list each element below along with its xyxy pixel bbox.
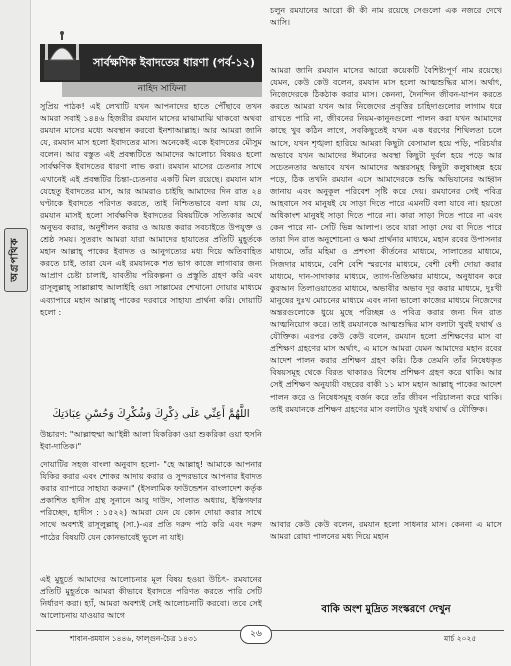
arabic-dua: اللَّهُمَّ أَعِنِّي عَلَى ذِكْرِكَ وَشُكْرِكَ وَحُسْنِ عِبَادَتِكَ (52, 408, 250, 420)
pronunciation-paragraph: উচ্চারণ: "আল্লাহুম্মা আ'ইন্নী আলা যিকরিকা ওয়া শুকরিকা ওয়া হুসনি ইবা-দাতিক।" (40, 429, 262, 452)
translation-paragraph: দোয়াটির সহজ বাংলা অনুবাদ হলো- "হে আল্লাহ্! আমাকে আপনার যিকির করার এবং শোকর আদায় করার ও সুন্দরভাবে আপনার ইবাদত করার ব্যাপারে সাহায্য করুন।" (ইসলামিক ফাউন্ডেশন বাংলাদেশ কর্তৃক প্রকাশিত হাদীস গ্রন্থ সুনানে আবু দাউদ, সালাত অধ্যায়, ইস্তিগফার পরিচ্ছেদ, হাদীস : ১৫২২) আমরা যেন যে কোন দোয়া করার সাথে সাথে অবশ্যই রাসূলুল্লাহ্ (সা.)-এর প্রতি দরুদ পাঠ করি এবং দরুদ পাঠের বিষয়টি যেন কোনভাবেই ভুলে না যাই। (40, 459, 262, 542)
side-margin-strip (0, 0, 31, 666)
intro-paragraph: সুপ্রিয় পাঠক! এই লেখাটি যখন আপনাদের হাতে পৌঁছাবে তখন আমরা সবাই ১৪৪৬ হিজরীর রমযান মাসের মাঝামাঝি থাকবো অথবা রমযান মাসের মধ্যে অবস্থান করবো ইনশাআল্লাহ। আর আমরা জানি যে, রমযান মাস হলো ইবাদতের মাস। অনেকেই একে ইবাদতের মৌসুম বলেন। আর বস্তুত এই প্রবন্ধটিতে আমাদের আলোচ্য বিষয়ও হলো সার্বক্ষণিক ইবাদতের ধারণা লাভ করা। রমযান মাসের চেতনার সাথে এখানেই এই প্রবন্ধটির চিন্তা-চেতনার একটি মিল রয়েছে। রমযান মাস যেহেতু ইবাদতের মাস, আর আমরাও চাইছি আমাদের দিন রাত ২৪ ঘণ্টাকে ইবাদতে পরিণত করতে, তাই নিশ্চিতভাবে বলা যায় যে, রমযান মাসই হলো সার্বক্ষণিক ইবাদতের বিষয়টিকে সত্যিকার অর্থে অনুভব করার, অনুশীলন করার ও আয়ত্ত করার সবচাইতে উপযুক্ত ও শ্রেষ্ঠ সময়। সুতরাং আমরা যারা আমাদের হায়াতের প্রতিটি মুহূর্তকে মহান আল্লাহ্ পাকের ইবাদত ও আনুগত্যের মধ্য দিয়ে অতিবাহিত করতে চাই, তারা যেন এই রমযানকে শত ভাগ কাজে লাগাবার জন্য আপ্রাণ চেষ্টা চালাই, যাবতীয় পরিকল্পনা ও প্রস্তুতি গ্রহণ করি এবং রাসূলুল্লাহ্ সাল্লাল্লাহু আলাইহি ওয়া সাল্লামের শেখানো দোয়ার মাধ্যমে এব্যাপারে মহান আল্লাহ্ পাকের দরবারে সাহায্য প্রার্থনা করি। দোয়াটি হলো : (40, 101, 262, 317)
footer-issue: শাবান-রমযান ১৪৪৬, ফাল্গুন-চৈত্র ১৪৩১ (70, 634, 198, 643)
continued-in-print-note: বাকি অংশ মুদ্রিত সংস্করণে দেখুন (321, 604, 451, 615)
left-column (40, 0, 262, 640)
topic-paragraph: এই মুহূর্তে আমাদের আলোচনার মূল বিষয় হওয়া উচিৎ- রমযানের প্রতিটি মুহূর্তকে আমরা কীভাবে ইবাদতে পরিণত করতে পারি সেটি নির্ধারণ করা। হ্যাঁ, আমরা অবশ্যই সেই আলোচনাটি করবো। তবে সেই আলোচনায় যাওয়ার আগে (40, 574, 262, 621)
right-column (270, 0, 502, 640)
masthead-text: অগ্রপথিক (9, 237, 21, 282)
magazine-masthead-logo (4, 228, 28, 292)
sadhana-paragraph: আবার কেউ কেউ বলেন, রমযান হলো সাধনার মাস। কেননা এ মাসে আমরা রোযা পালনের মধ্য দিয়ে মহান (270, 519, 502, 542)
article-title: সার্বক্ষণিক ইবাদতের ধারণা (পর্ব-১২) (93, 56, 255, 69)
page-number: ২৬ (240, 625, 272, 644)
ramadan-names-intro: চলুন রমযানের আরো কী কী নাম রয়েছে সেগুলো এক নজরে দেখে আসি। (270, 5, 502, 28)
footer-month: মার্চ ২০২৫ (444, 634, 477, 643)
author-name: নাহিদ সাফিনা (62, 82, 262, 97)
mosque-dome-icon (42, 30, 82, 80)
ramadan-names-paragraph: আমরা জানি রমযান মাসের আরো কয়েকটি বৈশিষ্ট্যপূর্ণ নাম রয়েছে। যেমন, কেউ কেউ বলেন, রমযান মাস হলো আত্মশুদ্ধির মাস। অর্থাৎ, নিজেদেরকে ঠিকঠাক করার মাস। কেননা, দৈনন্দিন জীবন-যাপন করতে করতে আমরা যখন আর নিজেদের প্রবৃত্তির চাহিদাগুলোর লাগাম ধরে রাখতে পারি না, জীবনের নিয়ম-কানুনগুলো পালন করা যখন আমাদের কাছে খুব কঠিন লাগে, সবকিছুতেই যখন এক ধরণের শিথিলতা চলে আসে, যখন শৃঙ্খলা হারিয়ে আমরা কিছুটা বেসামাল হয়ে পড়ি, পরিচর্যার অভাবে যখন আমাদের ঈমানের অবস্থা কিছুটা দুর্বল হয়ে পড়ে আর সচেতনতার অভাবে যখন আমাদের অন্তরসমূহ কিছুটা কলুষাচ্ছন্ন হয়ে পড়ে, ঠিক তখনি রমযান এসে আমাদেরকে শুদ্ধি অভিযানের আহ্বান জানায় এবং অনুকূল পরিবেশ সৃষ্টি করে দেয়। রমযানের সেই পবিত্র আহবানে সব মানুষই যে সাড়া দিতে পারে এমনটি বলা যাবে না। হয়তো অধিকাংশ মানুষই সাড়া দিতে পারে না। কারা সাড়া দিতে পারে না এবং কেন পারে না- সেটি ভিন্ন আলাপ। তবে যারা সাড়া দেয় বা দিতে পারে তারা দিন রাত অনুশোচনা ও ক্ষমা প্রার্থনার মাধ্যমে, মহান রবের উপাসনার মাধ্যমে, তাঁর মহিমা ও প্রশংসা কীর্তনের মাধ্যমে, সালাতের মাধ্যমে, সিজদার মাধ্যমে, বেশি বেশি স্মরণের মাধ্যমে, বেশী বেশী দোয়া করার মাধ্যমে, দান-সাদাকার মাধ্যমে, ত্যাগ-তিতিক্ষার মাধ্যমে, অনুধাবন করে কুরআন তিলাওয়াতের মাধ্যমে, অভাবীর অভাব দূর করার মাধ্যমে, দুঃখী মানুষের দুঃখ মোচনের মাধ্যমে এবং নানা ভালো কাজের মাধ্যমে নিজেদের অন্তরগুলোকে ধুয়ে মুছে পরিচ্ছন্ন ও পবিত্র করার জন্য দিন রাত আত্মনিয়োগ করে। তাই রমযানকে আত্মশুদ্ধির মাস বলাটা খুবই যথার্থ ও যৌক্তিক। এরপর কেউ কেউ বলেন, রমযান হলো প্রশিক্ষণের মাস বা প্রশিক্ষণ গ্রহণের মাস অর্থাৎ, এ মাসে আমরা যেমন আমাদের মহান রবের আদেশ পালন করার প্রশিক্ষণ গ্রহণ করি। ঠিক তেমনি তাঁর নিষেধকৃত বিষয়সমূহ থেকে বিরত থাকারও বিশেষ প্রশিক্ষণ গ্রহণ করে থাকি। আর সেই প্রশিক্ষণ অনুযায়ী বছরের বাকী ১১ মাস মহান আল্লাহ্ পাকের আদেশ পালন করে ও নিষেধসমূহ বর্জন করে তাঁর জীবন পরিচালনা করে থাকি। তাই রমযানকে প্রশিক্ষণ গ্রহণের মাস বলাটাও খুবই যথার্থ ও যৌক্তিক। (270, 65, 502, 414)
